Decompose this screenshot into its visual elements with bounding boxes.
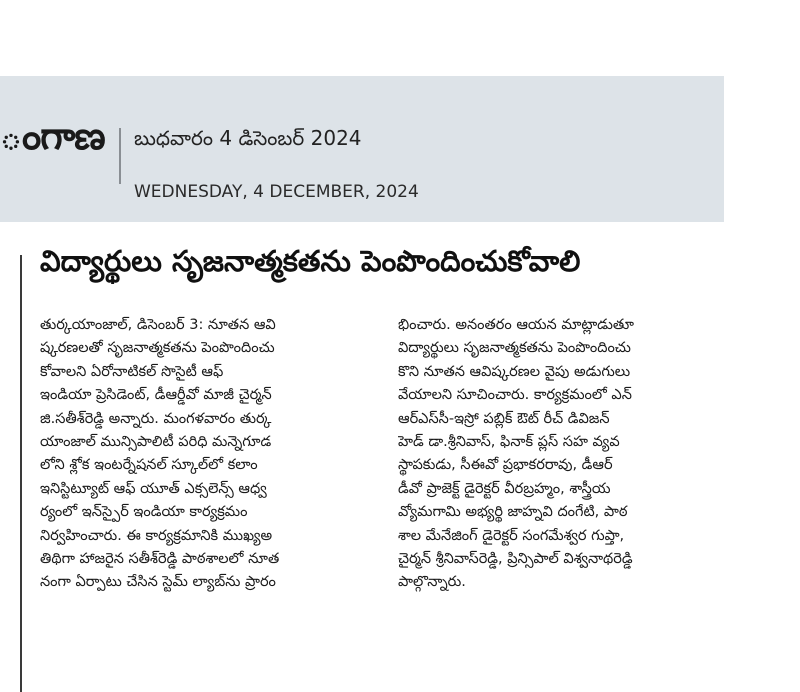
article-column-1 [40,314,385,686]
article-line: శాల మేనేజింగ్ డైరెక్టర్ సంగమేశ్వర గుప్తా, [398,527,625,544]
date-telugu: బుధవారం 4 డిసెంబర్ 2024 [134,126,362,150]
article-line: నంగా ఏర్పాటు చేసిన స్టెమ్ ల్యాబ్‌ను ప్రారం [40,574,276,591]
section-title: ంగాణ [0,114,105,158]
article-line: కొని నూతన ఆవిష్కరణల వైపు అడుగులు [398,363,631,380]
date-english: WEDNESDAY, 4 DECEMBER, 2024 [134,182,419,202]
article-line: తిథిగా హాజరైన సతీశ్‌రెడ్డి పాఠశాలలో నూత [40,551,280,568]
article-line: తుర్కయాంజాల్, డిసెంబర్ 3: నూతన ఆవి [40,317,276,333]
article-headline: విద్యార్థులు సృజనాత్మకతను పెంపొందించుకోవాలి [40,244,581,278]
article-line: ఇండియా ప్రెసిడెంట్, డీఆర్డీవో మాజీ చైర్మన్ [40,387,272,404]
article-line: యాంజాల్ మున్సిపాలిటీ పరిధి మన్నెగూడ [40,434,272,451]
article-line: ఇనిస్టిట్యూట్ ఆఫ్ యూత్ ఎక్సలెన్స్ ఆధ్వ [40,480,267,497]
article-line: ఆర్ఎస్‌సీ-ఇస్రో పబ్లిక్ ఔట్ రీచ్ డివిజన్ [398,410,610,427]
article-column-2 [398,314,733,686]
article-line: ర్యంలో ఇన్‌స్పైర్ ఇండియా కార్యక్రమం [40,504,248,521]
article-line: చైర్మన్ శ్రీనివాస్‌రెడ్డి, ప్రిన్సిపాల్ విశ్వనాథరెడ్డి [398,551,633,568]
article-line: జి.సతీశ్‌రెడ్డి అన్నారు. మంగళవారం తుర్క [40,410,272,427]
article-line: భించారు. అనంతరం ఆయన మాట్లాడుతూ [398,317,634,333]
article-line: హెడ్ డా.శ్రీనివాస్, ఫినాక్ ప్లస్ సహ వ్యవ [398,434,620,451]
column-rule [20,255,22,692]
article-line: నిర్వహించారు. ఈ కార్యక్రమానికి ముఖ్యఅ [40,527,273,544]
article-line: వ్యోమగామి అభ్యర్థి జాహ్నవి దంగేటి, పాఠ [398,504,628,521]
article-line: డీవో ప్రాజెక్ట్ డైరెక్టర్ వీరబ్రహ్మం, శాస్త్రీయ [398,480,611,497]
article-line: వేయాలని సూచించారు. కార్యక్రమంలో ఎన్ [398,387,632,404]
masthead-banner [0,76,724,222]
article-line: పాల్గొన్నారు. [398,574,466,591]
article-line: కోవాలని ఏరోనాటికల్ సొసైటీ ఆఫ్ [40,363,224,380]
masthead-divider [119,128,121,184]
article-line: లోని శ్లోక ఇంటర్నేషనల్ స్కూల్‌లో కలాం [40,457,258,474]
article-line: విద్యార్థులు సృజనాత్మకతను పెంపొందించు [398,340,631,357]
article-line: ష్కరణలతో సృజనాత్మకతను పెంపొందించు [40,340,275,357]
article-line: స్థాపకుడు, సీఈవో ప్రభాకరరావు, డీఆర్ [398,457,613,474]
